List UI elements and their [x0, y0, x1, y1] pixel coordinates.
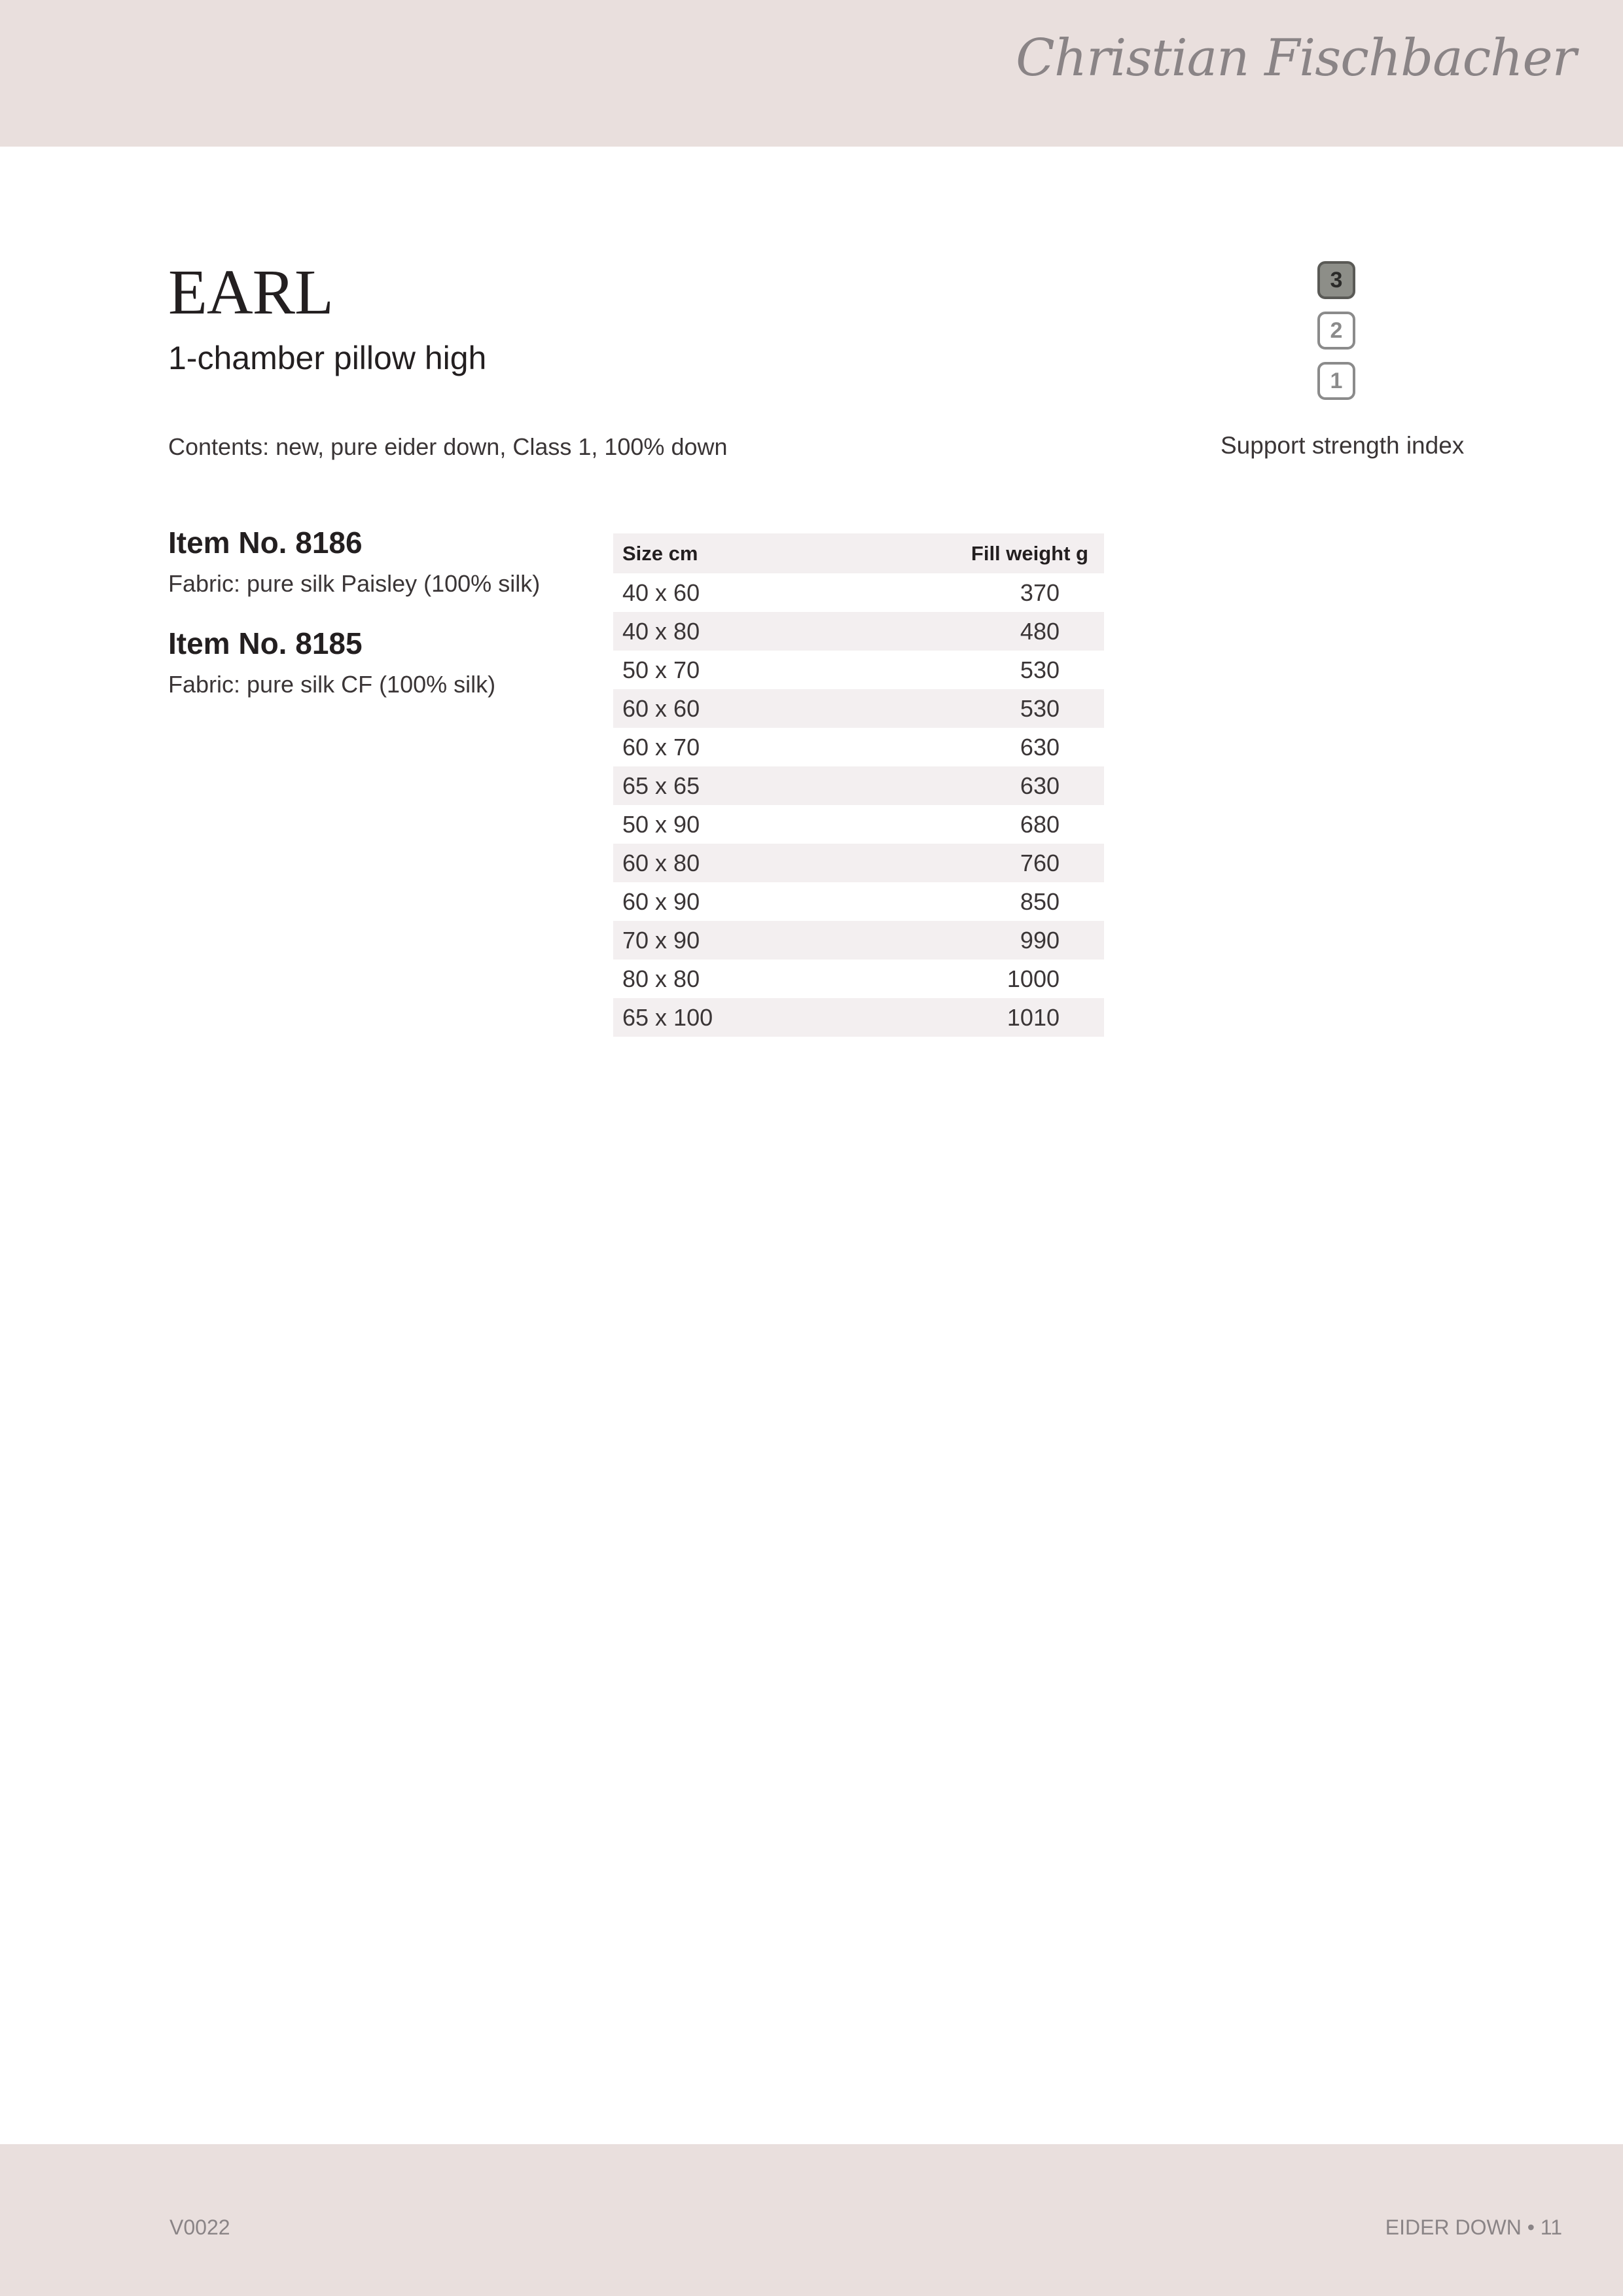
- table-row: [613, 998, 1104, 1037]
- table-row: [613, 844, 1104, 882]
- table-row: [613, 612, 1104, 651]
- item-list: [168, 528, 561, 696]
- support-level-2-badge: 2: [1317, 312, 1355, 350]
- support-strength-index: [1317, 261, 1359, 412]
- section-page-number: EIDER DOWN • 11: [1385, 2215, 1562, 2239]
- item-entry: [168, 628, 561, 696]
- fill-weight-cell: 1000: [1007, 965, 1060, 992]
- size-cell: 60 x 70: [622, 733, 700, 761]
- brand-logo: Christian Fischbacher: [1016, 29, 1576, 88]
- table-row: [613, 766, 1104, 805]
- size-cell: 60 x 80: [613, 844, 826, 882]
- product-contents: Contents: new, pure eider down, Class 1, 100% down: [168, 433, 728, 460]
- fill-weight-cell: 760: [826, 844, 1104, 882]
- table-header-row: [613, 533, 1104, 573]
- table-row: [613, 689, 1104, 728]
- size-fill-weight-table: [613, 533, 1104, 1037]
- fill-weight-cell: 370: [1020, 579, 1060, 606]
- size-cell: 40 x 60: [622, 579, 700, 606]
- fill-weight-cell: 1010: [826, 998, 1104, 1037]
- size-cell: 65 x 65: [613, 766, 826, 805]
- support-strength-label: Support strength index: [1221, 432, 1465, 459]
- fill-weight-cell: 630: [826, 766, 1104, 805]
- fill-weight-cell: 530: [1020, 656, 1060, 683]
- footer-band: [0, 2144, 1623, 2296]
- fill-weight-cell: 530: [826, 689, 1104, 728]
- table-row: [613, 960, 1104, 998]
- item-number: Item No. 8186: [168, 526, 363, 560]
- size-cell: 50 x 70: [622, 656, 700, 683]
- table-row: [613, 882, 1104, 921]
- item-fabric: Fabric: pure silk Paisley (100% silk): [168, 570, 541, 597]
- item-fabric: Fabric: pure silk CF (100% silk): [168, 671, 496, 698]
- table-row: [613, 921, 1104, 960]
- product-subtitle: 1-chamber pillow high: [168, 340, 487, 376]
- document-code: V0022: [169, 2215, 230, 2239]
- item-entry: [168, 528, 561, 596]
- fill-weight-column-header: Fill weight g: [826, 533, 1104, 573]
- table-row: [613, 573, 1104, 612]
- table-row: [613, 805, 1104, 844]
- fill-weight-cell: 850: [1020, 888, 1060, 915]
- fill-weight-cell: 480: [826, 612, 1104, 651]
- product-title: EARL: [168, 257, 333, 328]
- table-row: [613, 728, 1104, 766]
- size-column-header: Size cm: [613, 533, 826, 573]
- item-number: Item No. 8185: [168, 626, 363, 660]
- size-cell: 80 x 80: [622, 965, 700, 992]
- size-cell: 70 x 90: [613, 921, 826, 960]
- table-row: [613, 651, 1104, 689]
- fill-weight-cell: 990: [826, 921, 1104, 960]
- size-cell: 60 x 60: [613, 689, 826, 728]
- size-cell: 60 x 90: [622, 888, 700, 915]
- size-cell: 40 x 80: [613, 612, 826, 651]
- header-band: [0, 0, 1623, 147]
- support-level-1-badge: 1: [1317, 362, 1355, 400]
- size-cell: 65 x 100: [613, 998, 826, 1037]
- fill-weight-cell: 630: [1020, 733, 1060, 761]
- size-cell: 50 x 90: [622, 810, 700, 838]
- support-level-3-badge: 3: [1317, 261, 1355, 299]
- fill-weight-cell: 680: [1020, 810, 1060, 838]
